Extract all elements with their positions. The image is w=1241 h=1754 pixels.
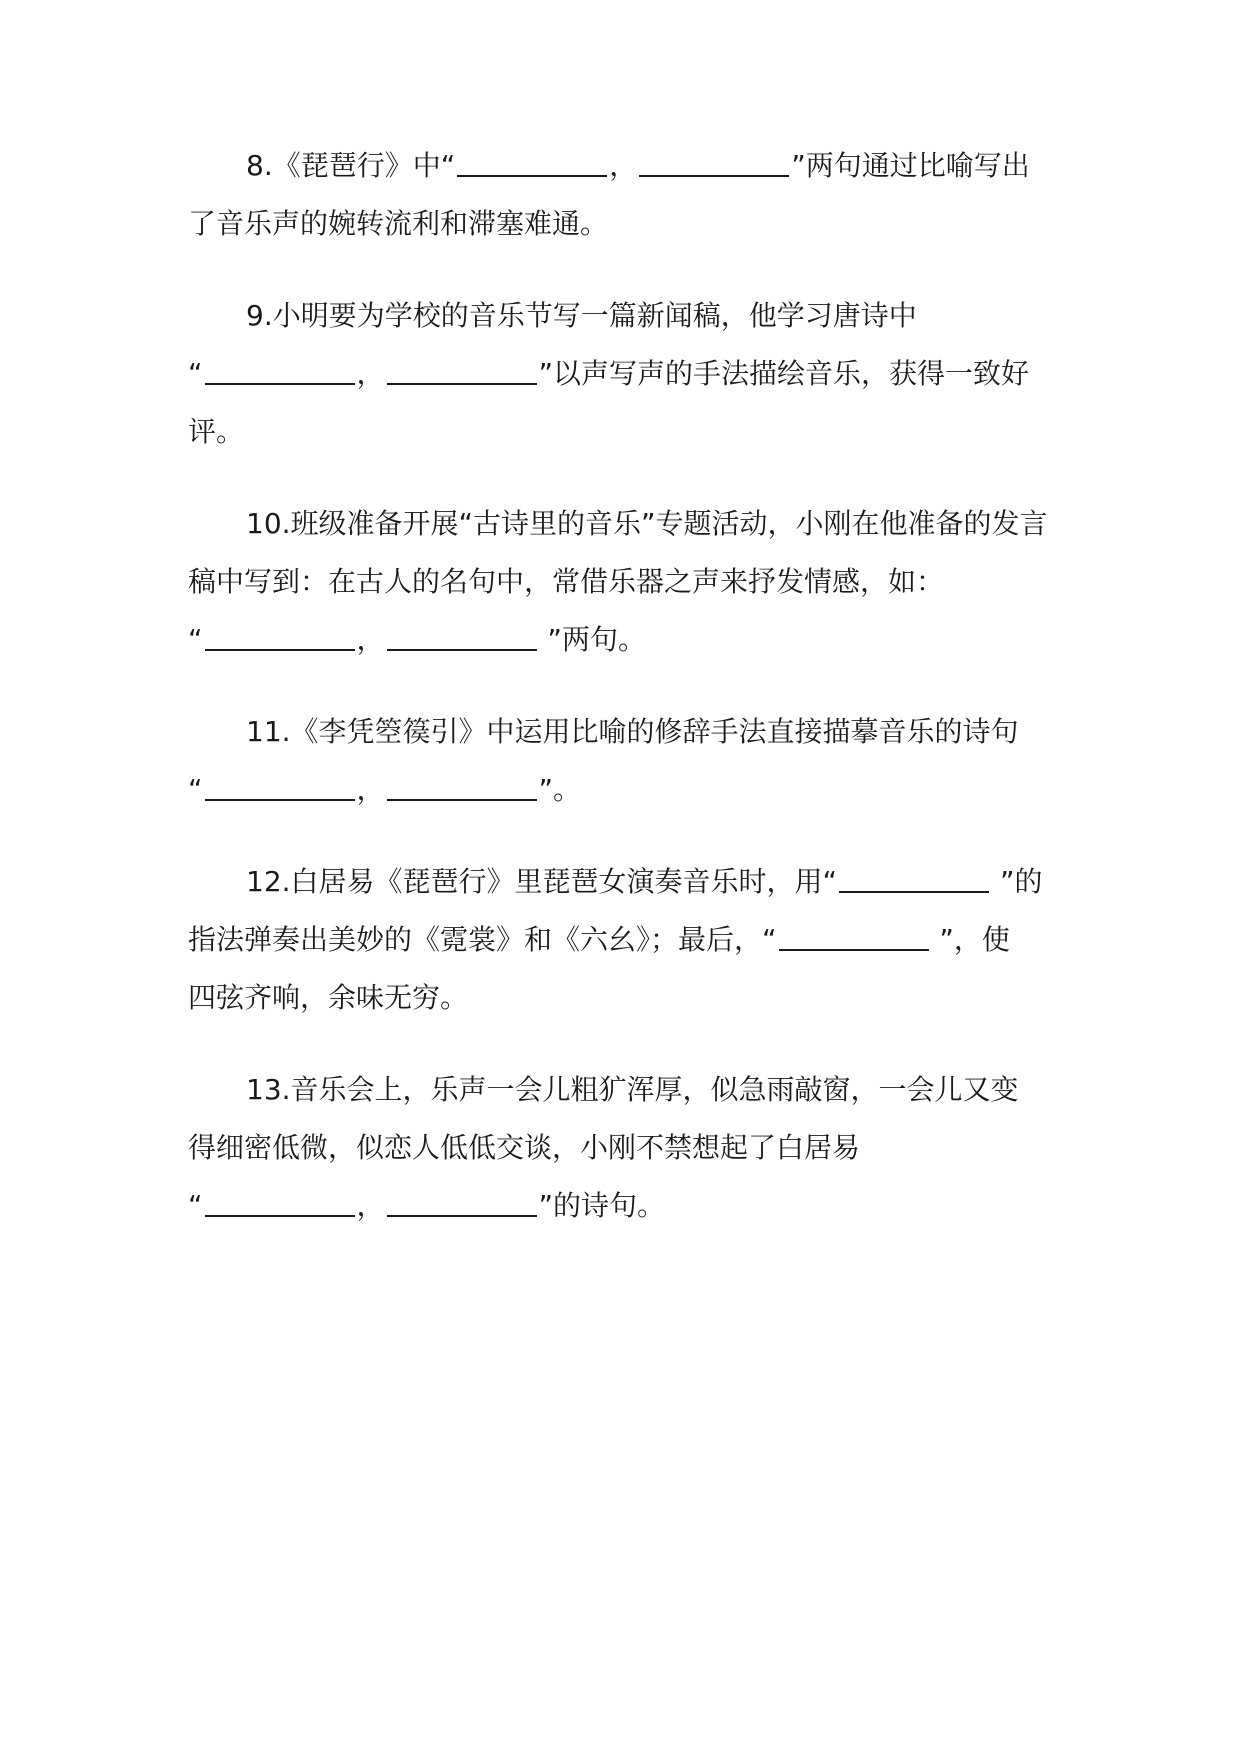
answer-blank[interactable]	[779, 925, 929, 951]
question-11-line-2: “ ， ”。	[188, 773, 582, 806]
question-12-line-2: 指法弹奏出美妙的《霓裳》和《六幺》；最后，“ ”，使	[188, 923, 1010, 956]
question-9-line-2: “ ， ”以声写声的手法描绘音乐，获得一致好	[188, 357, 1030, 390]
answer-blank[interactable]	[387, 775, 537, 801]
question-13-line-1: 13.音乐会上，乐声一会儿粗犷浑厚，似急雨敲窗，一会儿又变	[246, 1073, 1019, 1106]
answer-blank[interactable]	[387, 1191, 537, 1217]
question-9-line-3: 评。	[188, 415, 245, 448]
question-9-line-1: 9.小明要为学校的音乐节写一篇新闻稿，他学习唐诗中	[246, 299, 917, 332]
question-12-line-3: 四弦齐响，余味无穷。	[188, 981, 469, 1014]
question-11-line-1: 11.《李凭箜篌引》中运用比喻的修辞手法直接描摹音乐的诗句	[246, 715, 1019, 748]
question-12-line-1: 12.白居易《琵琶行》里琵琶女演奏音乐时，用“ ”的	[246, 865, 1043, 898]
answer-blank[interactable]	[205, 775, 355, 801]
question-number: 9.	[246, 299, 273, 332]
answer-blank[interactable]	[639, 151, 789, 177]
answer-blank[interactable]	[387, 625, 537, 651]
question-10-line-1: 10.班级准备开展“古诗里的音乐”专题活动，小刚在他准备的发言	[246, 507, 1048, 540]
question-number: 11.	[246, 715, 291, 748]
question-number: 8.	[246, 149, 273, 182]
question-number: 10.	[246, 507, 291, 540]
question-13-line-3: “ ， ”的诗句。	[188, 1189, 666, 1222]
answer-blank[interactable]	[839, 867, 989, 893]
answer-blank[interactable]	[457, 151, 607, 177]
question-10-line-2: 稿中写到：在古人的名句中，常借乐器之声来抒发情感，如：	[188, 565, 945, 598]
answer-blank[interactable]	[205, 625, 355, 651]
answer-blank[interactable]	[205, 1191, 355, 1217]
question-number: 13.	[246, 1073, 291, 1106]
answer-blank[interactable]	[205, 359, 355, 385]
question-8-line-1: 8.《琵琶行》中“ ， ”两句通过比喻写出	[246, 149, 1030, 182]
question-8-line-2: 了音乐声的婉转流利和滞塞难通。	[188, 207, 609, 240]
answer-blank[interactable]	[387, 359, 537, 385]
question-10-line-3: “ ， ”两句。	[188, 623, 646, 656]
question-13-line-2: 得细密低微，似恋人低低交谈，小刚不禁想起了白居易	[188, 1131, 861, 1164]
question-number: 12.	[246, 865, 291, 898]
